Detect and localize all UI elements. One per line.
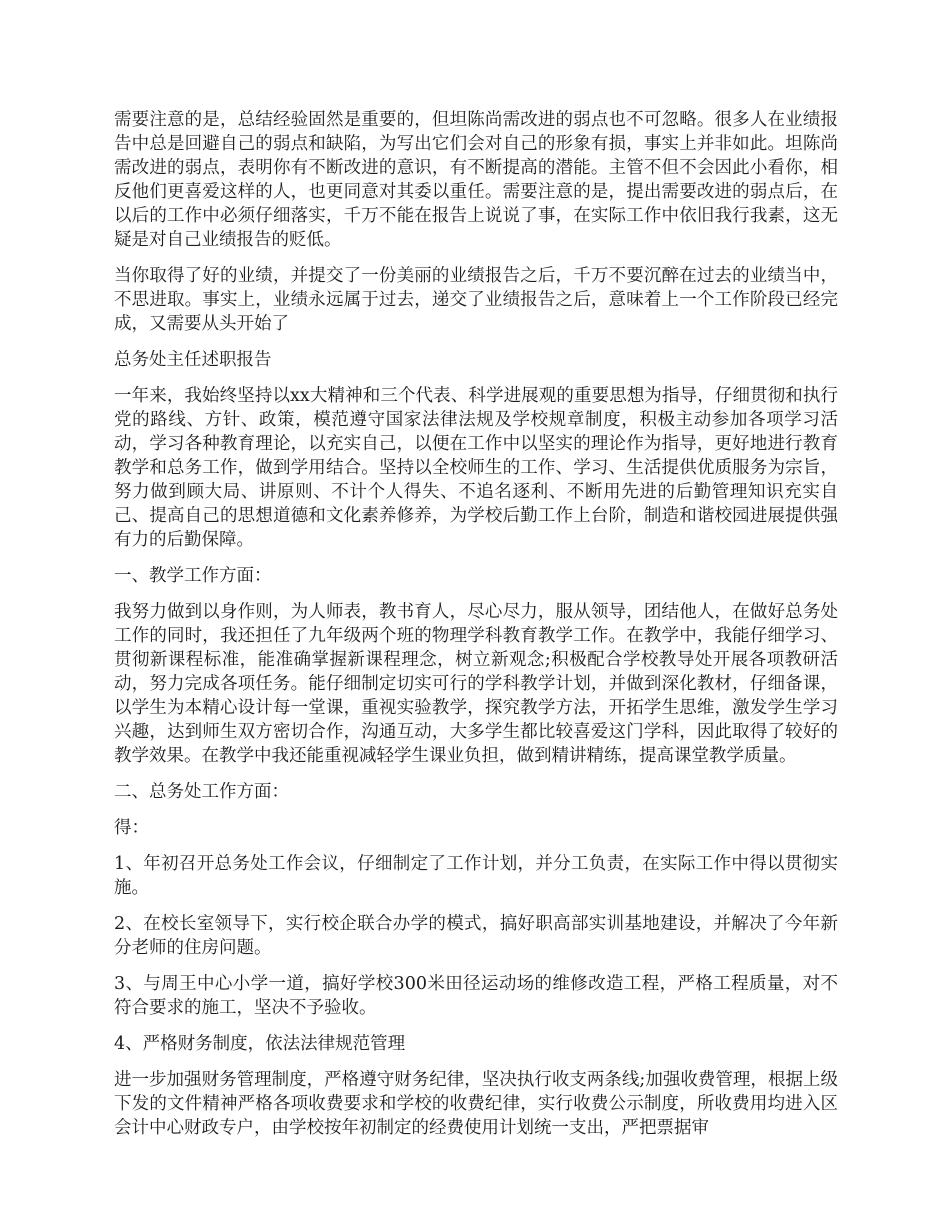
- paragraph-de: 得：: [114, 818, 149, 838]
- paragraph-teaching: 我努力做到以身作则，为人师表，教书育人，尽心尽力，服从领导，团结他人，在做好总务处工作的同时，我还担任了九年级两个班的物理学科教育教学工作。在教学中，我能仔细学习、贯彻新课程标准，能准确掌握新课程理念，树立新观念;积极配合学校教导处开展各项教研活动，努力完成各项任务。能仔细制定切实可行的学科教学计划，并做到深化教材，仔细备课，以学生为本精心设计每一堂课，重视实验教学，探究教学方法，开拓学生思维，激发学生学习兴趣，达到师生双方密切合作，沟通互动，大多学生都比较喜爱这门学科，因此取得了较好的教学效果。在教学中我还能重视减轻学生课业负担，做到精讲精练，提高课堂教学质量。: [114, 602, 838, 766]
- document-title: 总务处主任述职报告: [114, 350, 272, 370]
- list-item-3: 3、与周王中心小学一道，搞好学校300米田径运动场的维修改造工程，严格工程质量，对不符合要求的施工，坚决不予验收。: [114, 974, 838, 1018]
- section-heading-general-affairs: 二、总务处工作方面：: [114, 782, 289, 802]
- list-item-4: 4、严格财务制度，依法法律规范管理: [114, 1034, 406, 1054]
- paragraph-intro: 一年来，我始终坚持以xx大精神和三个代表、科学进展观的重要思想为指导，仔细贯彻和执行党的路线、方针、政策，模范遵守国家法律法规及学校规章制度，积极主动参加各项学习活动，学习各种教育理论，以充实自己，以便在工作中以坚实的理论作为指导，更好地进行教育教学和总务工作，做到学用结合。坚持以全校师生的工作、学习、生活提供优质服务为宗旨，努力做到顾大局、讲原则、不计个人得失、不追名逐利、不断用先进的后勤管理知识充实自己、提高自己的思想道德和文化素养修养，为学校后勤工作上台阶，制造和谐校园进展提供强有力的后勤保障。: [114, 386, 838, 550]
- list-item-1: 1、年初召开总务处工作会议，仔细制定了工作计划，并分工负责，在实际工作中得以贯彻实施。: [114, 854, 838, 898]
- document-page: [114, 108, 838, 1152]
- paragraph-after-report: 当你取得了好的业绩，并提交了一份美丽的业绩报告之后，千万不要沉醉在过去的业绩当中，不思进取。事实上，业绩永远属于过去，递交了业绩报告之后，意味着上一个工作阶段已经完成，又需要从头开始了: [114, 266, 838, 334]
- paragraph-finance: 进一步加强财务管理制度，严格遵守财务纪律，坚决执行收支两条线;加强收费管理，根据上级下发的文件精神严格各项收费要求和学校的收费纪律，实行收费公示制度，所收费用均进入区会计中心财政专户，由学校按年初制定的经费使用计划统一支出，严把票据审: [114, 1070, 838, 1138]
- paragraph-weakness-note: 需要注意的是，总结经验固然是重要的，但坦陈尚需改进的弱点也不可忽略。很多人在业绩报告中总是回避自己的弱点和缺陷，为写出它们会对自己的形象有损，事实上并非如此。坦陈尚需改进的弱点，表明你有不断改进的意识，有不断提高的潜能。主管不但不会因此小看你，相反他们更喜爱这样的人，也更同意对其委以重任。需要注意的是，提出需要改进的弱点后，在以后的工作中必须仔细落实，千万不能在报告上说说了事，在实际工作中依旧我行我素，这无疑是对自己业绩报告的贬低。: [114, 110, 838, 250]
- list-item-2: 2、在校长室领导下，实行校企联合办学的模式，搞好职高部实训基地建设，并解决了今年新分老师的住房问题。: [114, 914, 838, 958]
- section-heading-teaching: 一、教学工作方面：: [114, 566, 272, 586]
